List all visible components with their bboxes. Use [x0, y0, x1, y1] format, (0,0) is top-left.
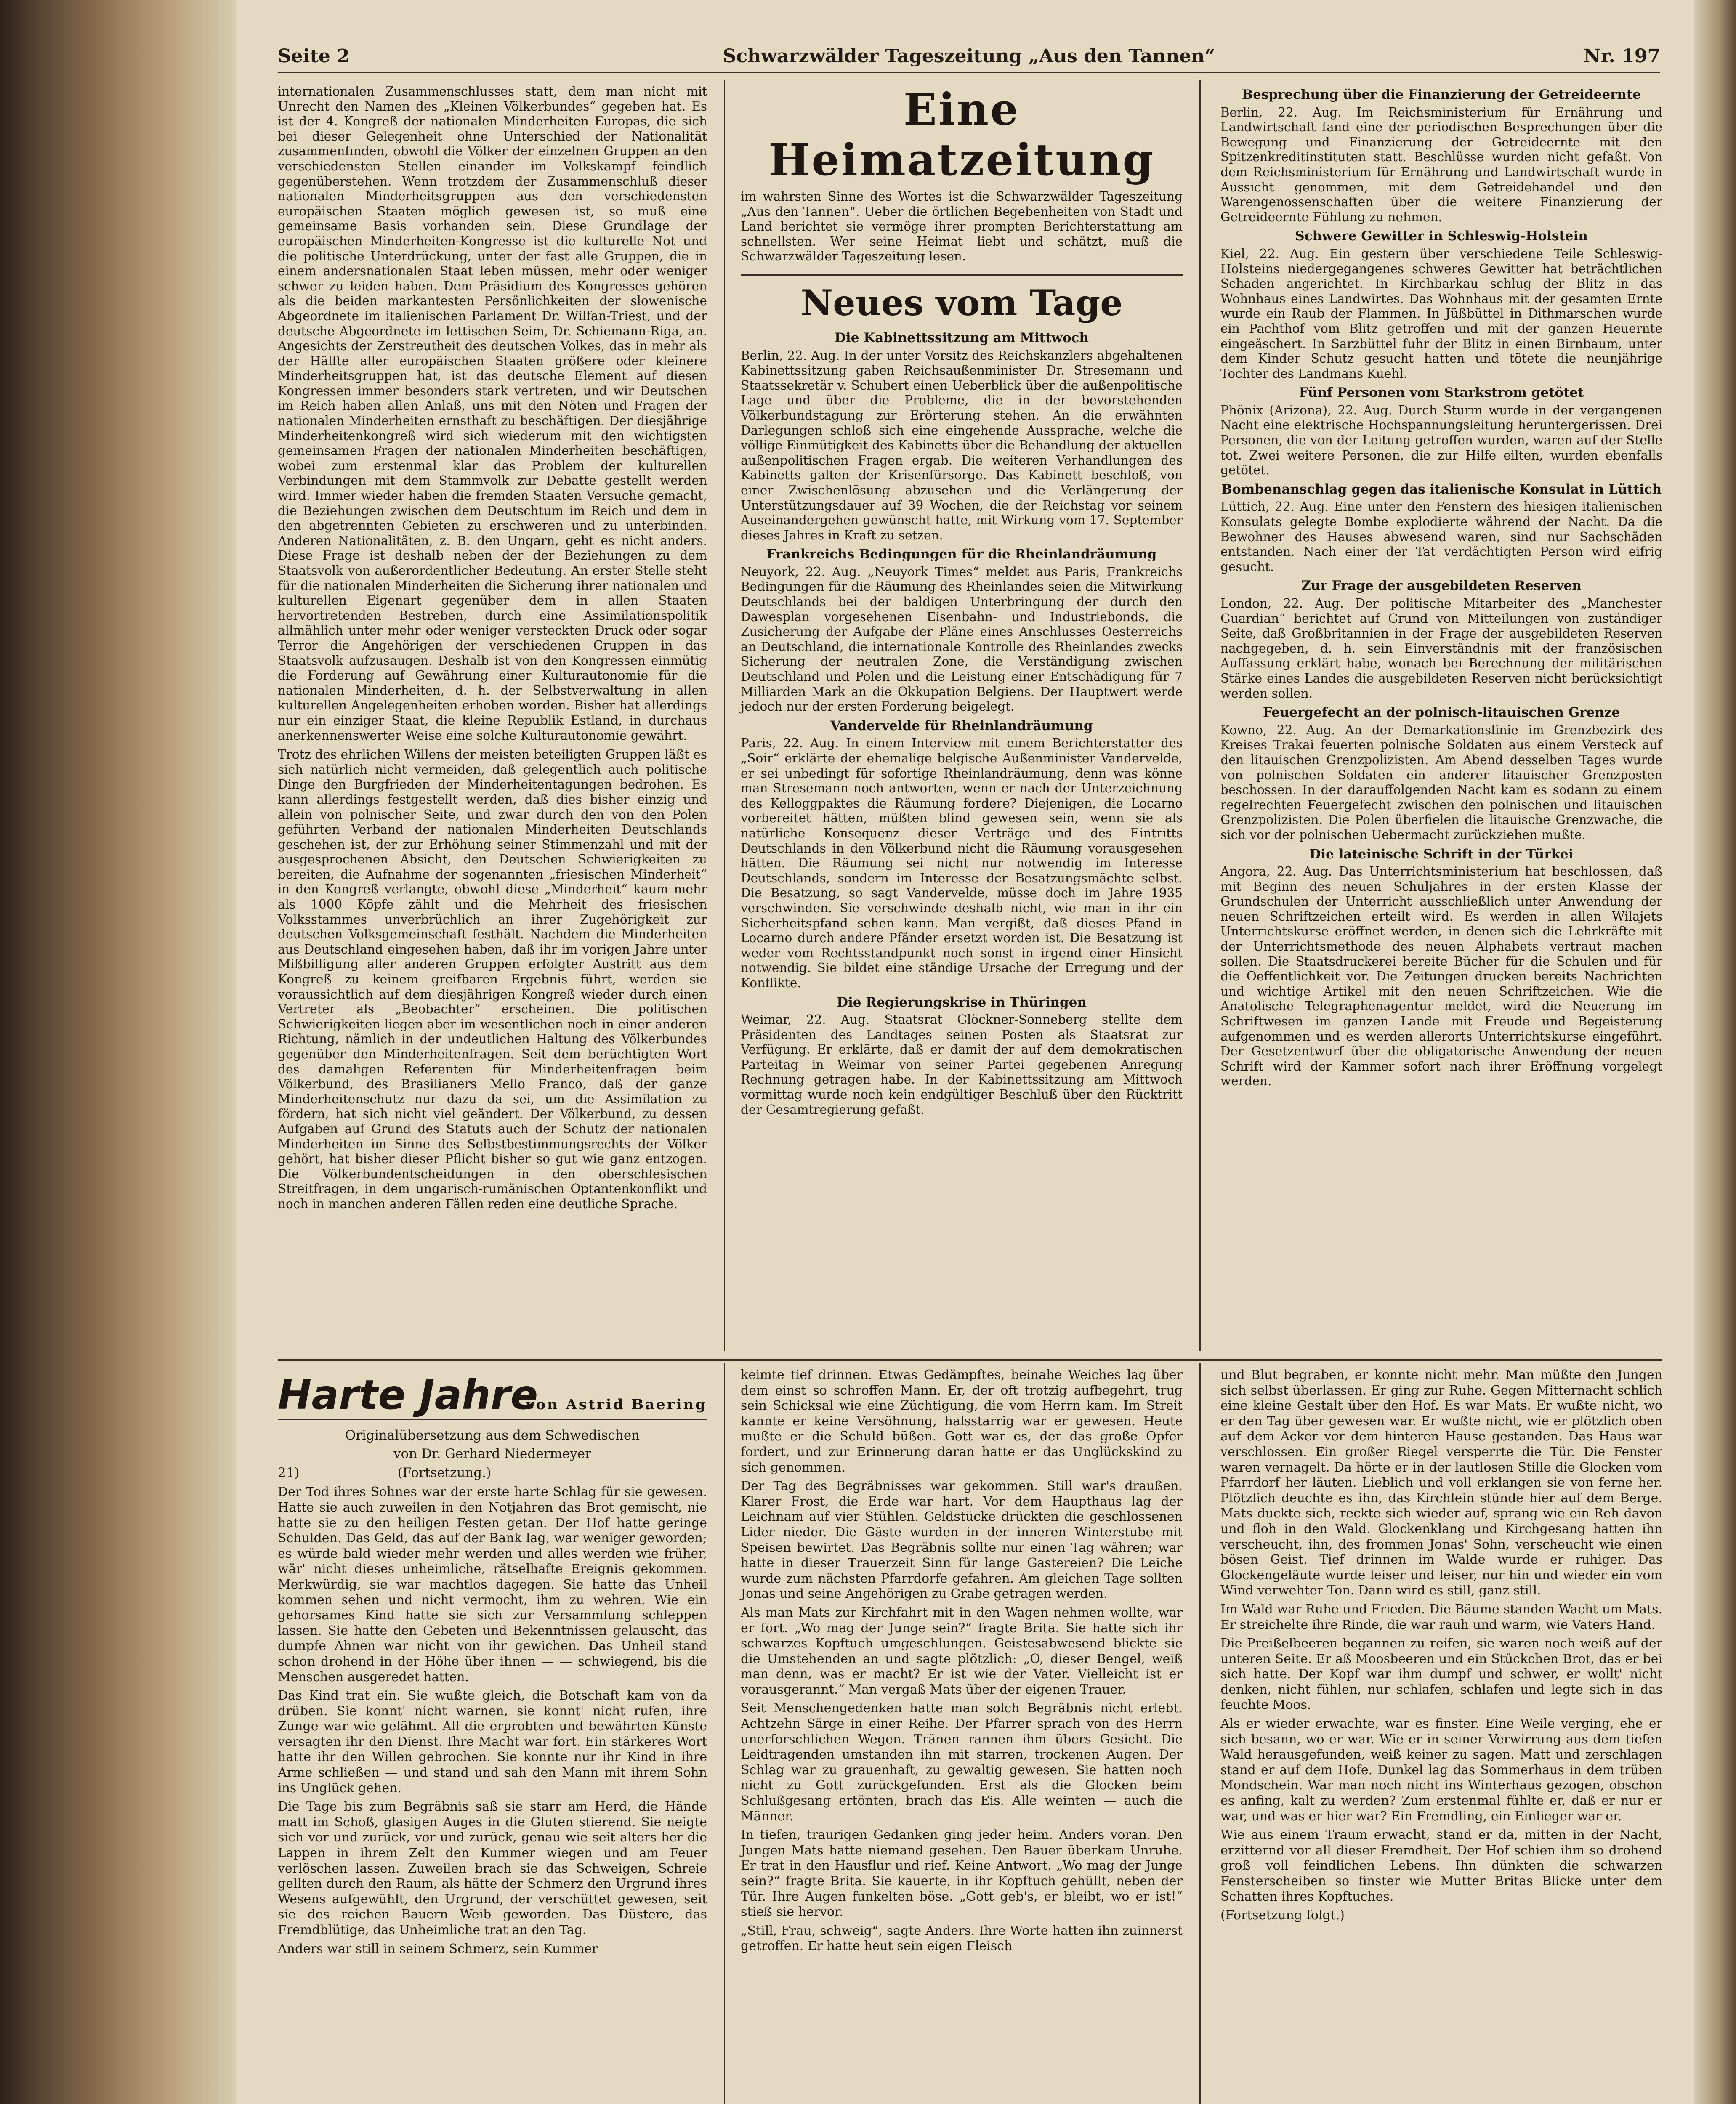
article-paragraph: internationalen Zusammenschlusses statt, dem man nicht mit Unrecht den Namen des „Kleinen Völkerbundes“ gegeben hat. Es ist der 4. Kongreß der nationalen Minderheiten Europas, die sich bei dieser Gelegenheit ohne Unterschied der Nationalität zusammenfinden, obwohl die Völker der einzelnen Gruppen an den verschiedensten Stellen einander im Volkskampf feindlich gegenüberstehen. Wenn trotzdem der Zusammenschluß dieser nationalen Minderheitsgruppen aus den verschiedensten europäischen Staaten möglich gewesen ist, so muß eine gemeinsame Basis vorhanden sein. Diese Grundlage der europäischen Minderheiten-Kongresse ist die kulturelle Not und die politische Unterdrückung, unter der fast alle Gruppen, die in einem andersnationalen Staat leben müssen, mehr oder weniger schwer zu leiden haben. Dem Präsidium des Kongresses gehören als die beiden markantesten Persönlichkeiten der slowenische Abgeordnete im italienischen Parlament Dr. Wilfan-Triest, und der deutsche Abgeordnete im lettischen Seim, Dr. Schiemann-Riga, an. Angesichts der Zerstreutheit des deutschen Volkes, das in mehr als der Hälfte aller europäischen Staaten größere oder kleinere Minderheitsgruppen hat, ist das deutsche Element auf diesen Kongressen immer besonders stark vertreten, und wir Deutschen im Reich haben allen Anlaß, uns mit den Nöten und Fragen der nationalen Minderheiten ernsthaft zu beschäftigen. Der diesjährige Minderheitenkongreß wird sich wiederum mit den wichtigsten gemeinsamen Fragen der nationalen Minderheiten beschäftigen, wobei zum erstenmal klar das Problem der kulturellen Verbindungen mit dem Stammvolk zur Debatte gestellt werden wird. Immer wieder haben die fremden Staaten Versuche gemacht, die Beziehungen zwischen dem Deutschtum im Reich und dem in den abgetrennten Gebieten zu erschweren und zu unterbinden. Anderen Nationalitäten, z. B. den Ungarn, geht es nicht anders. Diese Frage ist deshalb neben der der Beziehungen zu dem Staatsvolk von außerordentlicher Bedeutung. An erster Stelle steht für die nationalen Minderheiten die Sicherung ihrer nationalen und kulturellen Eigenart gegenüber dem in allen Staaten hervortretenden Bestreben, durch eine Assimilationspolitik allmählich unter mehr oder weniger versteckten Druck oder sogar Terror die Angehörigen der verschiedenen Gruppen in das Staatsvolk aufzusaugen. Deshalb ist von den Kongressen einmütig die Forderung auf Gewährung einer Kulturautonomie für die nationalen Minderheiten, d. h. der Selbstverwaltung in allen kulturellen Angelegenheiten erhoben worden. Bisher hat allerdings nur ein einziger Staat, die kleine Republik Estland, in durchaus anerkennenswerter Weise eine solche Kulturautonomie gewährt. — [278, 84, 707, 743]
box-title: Eine Heimatzeitung — [768, 83, 1155, 186]
column-divider — [724, 80, 725, 1351]
issue-number: Nr. 197 — [1584, 45, 1660, 67]
column-minorities-article — [278, 84, 707, 1216]
story-paragraph: Im Wald war Ruhe und Frieden. Die Bäume standen Wacht um Mats. Er streichelte ihre Rinde, die war rauh und warm, wie Vaters Hand. — [1220, 1602, 1662, 1632]
news-text: London, 22. Aug. Der politische Mitarbeiter des „Manchester Guardian“ berichtet auf Grund von Mitteilungen von zuständiger Seite, daß Großbritannien in der Frage der ausgebildeten Reserven nachgegeben, d. h. sein Einverständnis mit der französischen Auffassung erklärt habe, wonach bei Berechnung der militärischen Stärke eines Landes die ausgebildeten Reserven nicht berücksichtigt werden sollen. — [1220, 596, 1662, 701]
story-paragraph: keimte tief drinnen. Etwas Gedämpftes, beinahe Weiches lag über dem einst so schroffen Mann. Er, der oft trotzig aufbegehrt, trug sein Schicksal wie eine Züchtigung, die vom Herrn kam. Im Streit kannte er keine Versöhnung, halsstarrig war er gewesen. Heute mußte er die Schuld büßen. Gott war es, der das große Opfer fordert, und zur Erinnerung daran hatte er das Unglückskind zu sich genommen. — [741, 1368, 1183, 1475]
story-paragraph: „Still, Frau, schweig“, sagte Anders. Ihre Worte hatten ihn zuinnerst getroffen. Er hatte heut sein eigen Fleisch — [741, 1923, 1183, 1954]
news-text: Kiel, 22. Aug. Ein gestern über verschiedene Teile Schleswig-Holsteins niedergegangenes schweres Gewitter hat beträchtlichen Schaden angerichtet. In Kirchbarkau schlug der Blitz in das Wohnhaus eines Landwirtes. Das Wohnhaus mit der gesamten Ernte wurde ein Raub der Flammen. In Jüßbüttel in Dithmarschen wurde ein Pachthof vom Blitz getroffen und mit der ganzen Heuernte eingeäschert. In Sarzbüttel fuhr der Blitz in einen Birnbaum, unter dem Kinder Schutz gesucht hatten und tötete die neunjährige Tochter des Landmans Kuehl. — [1220, 246, 1662, 381]
news-text: Berlin, 22. Aug. Im Reichsministerium für Ernährung und Landwirtschaft fand eine der periodischen Besprechungen über die Bewegung und Finanzierung der Getreideernte mit den Spitzenkreditinstituten statt. Beschlüsse wurden nicht gefaßt. Von dem Reichsministerium für Ernährung und Landwirtschaft wurde in Aussicht genommen, mit dem Getreidehandel und den Warengenossenschaften über die weitere Finanzierung der Getreideernte Fühlung zu nehmen. — [1220, 105, 1662, 224]
column-divider — [1199, 1363, 1201, 2104]
news-headline: Vandervelde für Rheinlandräumung — [830, 718, 1093, 733]
continuation-note: (Fortsetzung.) — [397, 1465, 492, 1480]
story-paragraph: Seit Menschengedenken hatte man solch Begräbnis nicht erlebt. Achtzehn Särge in einer Reihe. Der Pfarrer sprach von des Herrn unerforschlichen Wegen. Tränen rannen ihm übers Gesicht. Die Leidtragenden umstanden ihn mit starren, trockenen Augen. Der Schlag war zu grauenhaft, zu gewaltig gewesen. Sie hatten noch nicht zu Gott zurückgefunden. Erst als die Glocken beim Schlußgesang ertönten, brach das Eis. Alle weinten — auch die Männer. — [741, 1701, 1183, 1824]
column-divider — [1199, 80, 1201, 1351]
news-headline: Die lateinische Schrift in der Türkei — [1309, 846, 1574, 862]
story-paragraph: Die Tage bis zum Begräbnis saß sie starr am Herd, die Hände matt im Schoß, glasigen Auges in die Gluten stierend. Sie neigte sich vor und zurück, vor und zurück, genau wie seit alters her die Lappen in ihrem Zelt den Kummer wiegen und am Feuer verlöschen lassen. Zuweilen brach sie das Schweigen, Schreie gellten durch den Raum, als hätte der Schmerz den Urgrund ihres Wesens aufgewühlt, den Urgrund, der verschüttet gewesen, seit sie des reichen Bauern Weib geworden. Das Düstere, das Fremdblütige, das Unheimliche trat an den Tag. — [278, 1799, 707, 1937]
news-text: Berlin, 22. Aug. In der unter Vorsitz des Reichskanzlers abgehaltenen Kabinettssitzung gaben Reichsaußenminister Dr. Stresemann und Staatssekretär v. Schubert einen Ueberblick über die außenpolitische Lage und über die Probleme, die in der bevorstehenden Völkerbundstagung zur Erörterung stehen. An die erwähnten Darlegungen schloß sich eine eingehende Aussprache, welche die völlige Einmütigkeit des Kabinetts über die Behandlung der aktuellen außenpolitischen Fragen ergab. Die weiteren Verhandlungen des Kabinetts galten der Krisenfürsorge. Das Kabinett beschloß, von einer Zwischenlösung abzusehen und die Verlängerung der Unterstützungsdauer auf 39 Wochen, die der Reichstag vor seinem Auseinandergehen gewünscht hatte, mit Wirkung vom 17. September dieses Jahres in Kraft zu setzen. — [741, 348, 1183, 542]
heimatzeitung-box — [741, 84, 1183, 276]
installment-number: 21) — [278, 1465, 300, 1480]
news-headline: Die Regierungskrise in Thüringen — [837, 994, 1087, 1010]
story-paragraph: Als man Mats zur Kirchfahrt mit in den Wagen nehmen wollte, war er fort. „Wo mag der Junge sein?“ fragte Brita. Sie hatte sich ihr schwarzes Kopftuch umgeschlungen. Geistesabwesend blickte sie die Umstehenden an und sagte plötzlich: „O, dieser Bengel, weiß man denn, was er macht? Er ist wie der Vater. Vielleicht ist er vorausgerannt.“ Man vergaß Mats über der eigenen Trauer. — [741, 1605, 1183, 1697]
news-text: Paris, 22. Aug. In einem Interview mit einem Berichterstatter des „Soir“ erklärte der ehemalige belgische Außenminister Vandervelde, er sei unbedingt für sofortige Rheinlandräumung, denn was könne man Stresemann noch antworten, wenn er nach der Unterzeichnung des Kelloggpaktes die Räumung fordere? Diejenigen, die Locarno vorbereitet hätten, müßten blind gewesen sein, wenn sie als natürliche Konsequenz dieser Verträge und des Eintritts Deutschlands in den Völkerbund nicht die Räumung vorausgesehen hätten. Die Räumung sei nicht nur notwendig im Interesse Deutschlands, sondern im Interesse der Besatzungsmächte selbst. Die Besatzung, so sagt Vandervelde, müsse doch im Jahre 1935 verschwinden. Sie verschwinde deshalb nicht, wie man in ihr ein Sicherheitspfand sehen kann. Man vergißt, daß dieses Pfand in Locarno durch andere Pfänder ersetzt worden ist. Die Besatzung ist weder vom Rechtsstandpunkt noch sonst in irgend einer Hinsicht notwendig. Sie bildet eine ständige Ursache der Erregung und der Konflikte. — [741, 736, 1183, 990]
box-text: im wahrsten Sinne des Wortes ist die Schwarzwälder Tageszeitung „Aus den Tannen“. Ueber die örtlichen Begebenheiten von Stadt und Land berichtet sie vermöge ihrer prompten Berichterstattung am schnellsten. Wer seine Heimat liebt und schätzt, muß die Schwarzwälder Tageszeitung lesen. — [741, 189, 1183, 264]
installment-row — [278, 1465, 707, 1481]
story-paragraph: Der Tod ihres Sohnes war der erste harte Schlag für sie gewesen. Hatte sie auch zuweilen in den Notjahren das Brot gemischt, nie hatte sie zu den heiligen Festen getan. Der Hof hatte geringe Schulden. Das Geld, das auf der Bank lag, war weniger geworden; es würde bald wieder mehr werden und alles werden wie früher, wär' nicht dieses unheimliche, rätselhafte Ereignis gekommen. Merkwürdig, sie war machtlos dagegen. Sie hatte das Unheil kommen sehen und nicht vermocht, ihm zu wehren. Wie ein gehorsames Kind hatte sie sich zur Versammlung schleppen lassen. Sie hatte den Gebeten und Bekenntnissen gelauscht, das dumpfe Ahnen war nicht von ihr gewichen. Das Unheil stand schon drohend in der Höhe über ihnen — — schwiegend, bis die Menschen ausgeredet hatten. — [278, 1485, 707, 1684]
paper-sheet — [236, 0, 1694, 2104]
feuilleton-rule — [278, 1359, 1662, 1361]
news-text: Lüttich, 22. Aug. Eine unter den Fenstern des hiesigen italienischen Konsulats gelegte Bombe explodierte während der Nacht. Da die Bewohner des Hauses abwesend waren, sind nur Sachschäden entstanden. Nach einer der Tat verdächtigten Person wird eifrig gesucht. — [1220, 499, 1662, 574]
story-column-2 — [741, 1368, 1183, 1958]
page-header — [278, 42, 1660, 73]
news-text: Phönix (Arizona), 22. Aug. Durch Sturm wurde in der vergangenen Nacht eine elektrische Hochspannungsleitung heruntergerissen. Drei Personen, die von der Leitung getroffen wurden, waren auf der Stelle tot. Zwei weitere Personen, die zur Hilfe eilten, wurden ebenfalls getötet. — [1220, 403, 1662, 478]
story-column-1 — [278, 1372, 707, 1960]
book-binding — [0, 0, 236, 2104]
story-translation-note: Originalübersetzung aus dem Schwedischen — [345, 1427, 640, 1443]
story-end-note: (Fortsetzung folgt.) — [1220, 1908, 1345, 1923]
news-headline: Frankreichs Bedingungen für die Rheinlandräumung — [766, 547, 1157, 562]
news-headline: Besprechung über die Finanzierung der Getreideernte — [1242, 87, 1641, 102]
page-number: Seite 2 — [278, 45, 350, 67]
story-paragraph: Das Kind trat ein. Sie wußte gleich, die Botschaft kam von da drüben. Sie konnt' nicht warnen, sie konnt' nicht rufen, ihre Zunge war wie gelähmt. All die erprobten und bewährten Künste versagten ihr den Dienst. Ihre Macht war fort. Ein stärkeres Wort hatte ihr den Willen gebrochen. Sie konnte nur ihr Kind in ihre Arme schließen — und stand und sah den Mann mit ihrem Sohn ins Unglück gehen. — [278, 1688, 707, 1796]
story-paragraph: Anders war still in seinem Schmerz, sein Kummer — [278, 1941, 598, 1956]
title-underline — [278, 1419, 707, 1420]
page-edge — [1694, 0, 1736, 2104]
column-divider — [724, 1363, 725, 2104]
news-headline: Feuergefecht an der polnisch-litauischen Grenze — [1263, 705, 1620, 720]
story-paragraph: Die Preißelbeeren begannen zu reifen, sie waren noch weiß auf der unteren Seite. Er aß Moosbeeren und ein Stückchen Brot, das er bei sich hatte. Der Kopf war ihm dumpf und schwer, er wollt' nicht denken, nicht fühlen, nur schlafen, schlafen und legte sich in das feuchte Moos. — [1220, 1636, 1662, 1713]
news-headline: Schwere Gewitter in Schleswig-Holstein — [1295, 228, 1588, 244]
news-headline: Bombenanschlag gegen das italienische Konsulat in Lüttich — [1221, 481, 1662, 497]
story-translator: von Dr. Gerhard Niedermeyer — [393, 1446, 591, 1462]
article-paragraph: Trotz des ehrlichen Willens der meisten beteiligten Gruppen läßt es sich natürlich nicht vermeiden, daß gelegentlich auch politische Dinge den Burgfrieden der Minderheitentagungen bedrohen. Es kann allerdings festgestellt werden, daß dies bisher einzig und allein von polnischer Seite, und zwar durch den von den Polen geführten Verband der nationalen Minderheiten Deutschlands geschehen ist, der zur Erhöhung seiner Stimmenzahl und mit der ausgesprochenen Absicht, den Deutschen Schwierigkeiten zu bereiten, die Aufnahme der sogenannten „friesischen Minderheit“ in den Kongreß verlangte, obwohl diese „Minderheit“ kaum mehr als 1000 Köpfe zählt und die Mehrheit des friesischen Volksstammes unverbrüchlich an ihrer Zugehörigkeit zur deutschen Volksgemeinschaft festhält. Nachdem die Minderheiten aus Deutschland eingesehen haben, daß ihr im vorigen Jahre unter Mißbilligung aller anderen Gruppen erfolgter Austritt aus dem Kongreß zu keinem greifbaren Ergebnis führt, werden sie voraussichtlich auf dem diesjährigen Kongreß wieder durch einen Vertreter als „Beobachter“ erscheinen. Die politischen Schwierigkeiten liegen aber im wesentlichen noch in einer anderen Richtung, nämlich in der undeutlichen Haltung des Völkerbundes gegenüber den Minderheitenfragen. Seit dem berüchtigten Wort des damaligen Referenten für Minderheitenfragen beim Völkerbund, des Brasilianers Mello Franco, daß der ganze Minderheitenschutz nur dazu da sei, um die Assimilation zu fördern, hat sich nicht viel geändert. Der Völkerbund, zu dessen Aufgaben auf Grund des Statuts auch der Schutz der nationalen Minderheiten im Sinne des Selbstbestimmungsrechts der Völker gehört, hat bisher dieser Pflicht bisher so gut wie ganz entzogen. Die Völkerbundentscheidungen in den oberschlesischen Streitfragen, in dem ungarisch-rumänischen Optantenkonflikt und noch in manchen anderen Fällen reden eine deutliche Sprache. — [278, 747, 707, 1211]
news-text: Weimar, 22. Aug. Staatsrat Glöckner-Sonneberg stellte dem Präsidenten des Landtages seinen Posten als Staatsrat zur Verfügung. Er erklärte, daß er damit der auf dem demokratischen Parteitag in Weimar von seiner Partei gegebenen Anregung Rechnung getragen habe. In der Kabinettssitzung am Mittwoch vormittag wurde noch kein endgültiger Beschluß über den Rücktritt der Gesamtregierung gefaßt. — [741, 1012, 1183, 1117]
story-paragraph: Der Tag des Begräbnisses war gekommen. Still war's draußen. Klarer Frost, die Erde war hart. Vor dem Haupthaus lag der Leichnam auf vier Stühlen. Geldstücke drückten die geschlossenen Lider nieder. Die Gäste wurden in der inneren Winterstube mit Speisen bewirtet. Das Begräbnis sollte nur einen Tag währen; war hatte in dieser Trauerzeit Sinn für lange Gastereien? Die Leiche wurde zum nächsten Pfarrdorfe gefahren. Am gleichen Tage sollten Jonas und seine Angehörigen zu Grabe getragen werden. — [741, 1479, 1183, 1602]
news-text: Kowno, 22. Aug. An der Demarkationslinie im Grenzbezirk des Kreises Trakai feuerten polnische Soldaten aus einem Versteck auf den litauischen Grenzpolizisten. Am Abend desselben Tages wurde von polnischen Soldaten ein anderer litauischer Grenzposten beschossen. In der darauffolgenden Nacht kam es sodann zu einem regelrechten Feuergefecht zwischen den polnischen und litauischen Grenzpolizisten. Die Polen überfielen die litauische Grenzwache, die sich vor der polnischen Uebermacht zurückziehen mußte. — [1220, 723, 1662, 842]
column-news-right — [1220, 84, 1662, 1093]
story-author: von Astrid Baering — [526, 1396, 707, 1413]
story-paragraph: In tiefen, traurigen Gedanken ging jeder heim. Anders voran. Den Jungen Mats hatte niemand gesehen. Den Bauer überkam Unruhe. Er trat in den Hausflur und rief. Keine Antwort. „Wo mag der Junge sein?“ fragte Brita. Sie kauerte, in ihr Kopftuch gehüllt, neben der Tür. Ihre Augen funkelten böse. „Gott geb's, er bleibt, wo er ist!“ stieß sie hervor. — [741, 1828, 1183, 1920]
section-title: Neues vom Tage — [800, 282, 1123, 324]
story-column-3 — [1220, 1368, 1662, 1927]
news-text: Neuyork, 22. Aug. „Neuyork Times“ meldet aus Paris, Frankreichs Bedingungen für die Räumung des Rheinlandes seien die Mitwirkung Deutschlands bei der baldigen Unterbringung der durch den Dawesplan vorgesehenen Eisenbahn- und Industriebonds, die Zusicherung der Aufgabe der Pläne eines Anschlusses Oesterreichs an Deutschland, die internationale Kontrolle des Rheinlandes zwecks Sicherung der neutralen Zone, die Verständigung zwischen Deutschland und Polen und die Leistung einer Entschädigung für 7 Milliarden Mark an die Okkupation Belgiens. Der Hauptwert werde jedoch nur der ersten Forderung beigelegt. — [741, 564, 1183, 714]
story-paragraph: und Blut begraben, er konnte nicht mehr. Man müßte den Jungen sich selbst überlassen. Er ging zur Ruhe. Gegen Mitternacht schlich eine kleine Gestalt über den Hof. Es war Mats. Er wußte nicht, wo er den Tag über gewesen war. Er wußte nicht, wie er plötzlich oben auf dem Acker vor dem hinteren Hause gestanden. Das Haus war verschlossen. Ein großer Riegel versperrte die Tür. Die Fenster waren vernagelt. Da hörte er in der lautlosen Stille die Glocken vom Pfarrdorf her läuten. Lieblich und voll erklangen sie von ferne her. Plötzlich deuchte es ihn, das Kirchlein stünde hier auf dem Berge. Mats duckte sich, reckte sich wieder auf, sprang wie ein Reh davon und floh in den Wald. Glockenklang und Kirchgesang hatten ihn verscheucht, ihn, des frommen Jonas' Sohn, verscheucht wie einen bösen Geist. Tief drinnen im Walde wurde er ruhiger. Das Glockengeläute wurde leiser und leiser, nur hin und wieder ein vom Wind verwehter Ton. Dann wird es still, ganz still. — [1220, 1368, 1662, 1598]
story-paragraph: Als er wieder erwachte, war es finster. Eine Weile verging, ehe er sich besann, wo er war. Wie er in seiner Verwirrung aus dem tiefen Wald herausgefunden, weiß keiner zu sagen. Matt und zerschlagen stand er auf dem Hofe. Dunkel lag das Sommerhaus in dem trüben Mondschein. War man noch nicht ins Winterhaus gezogen, obschon es anfing, kalt zu werden? Zum erstenmal fühlte er, daß er nur er war, und was er hier war? Ein Fremdling, ein Einlieger war er. — [1220, 1716, 1662, 1824]
story-paragraph: Wie aus einem Traum erwacht, stand er da, mitten in der Nacht, erzitternd vor all dieser Fremdheit. Der Hof schien ihm so drohend groß voll feindlichen Lebens. Ihn dünkten die schwarzen Fensterscheiben so finster wie Mutter Britas Blicke unter dem Schatten ihres Kopftuches. — [1220, 1828, 1662, 1904]
news-headline: Fünf Personen vom Starkstrom getötet — [1299, 385, 1584, 401]
news-headline: Zur Frage der ausgebildeten Reserven — [1301, 578, 1582, 594]
news-text: Angora, 22. Aug. Das Unterrichtsministerium hat beschlossen, daß mit Beginn des neuen Schuljahres in der ersten Klasse der Grundschulen der Unterricht ausschließlich unter Anwendung der neuen Schriftzeichen erteilt wird. Es werden in allen Wilajets Unterrichtskurse eröffnet werden, in denen sich die Lehrkräfte mit der Unterrichtsmethode des neuen Alphabets vertraut machen sollen. Die Staatsdruckerei bereite Bücher für die Schulen und für die Oeffentlichkeit vor. Die Zeitungen drucken bereits Nachrichten und wichtige Artikel mit den neuen Schriftzeichen. Wie die Anatolische Telegraphenagentur meldet, wird die Neuerung im Schriftwesen im ganzen Lande mit Freude und Begeisterung aufgenommen und es werden allerorts Unterrichtskurse eingeführt. Der Gesetzentwurf über die obligatorische Anwendung der neuen Schrift wird der Kammer sofort nach ihrer Eröffnung vorgelegt werden. — [1220, 864, 1662, 1089]
newspaper-name: Schwarzwälder Tageszeitung „Aus den Tannen“ — [723, 45, 1215, 67]
story-title: Harte Jahre — [278, 1371, 538, 1419]
news-headline: Die Kabinettssitzung am Mittwoch — [835, 330, 1089, 345]
column-news — [741, 84, 1183, 1121]
